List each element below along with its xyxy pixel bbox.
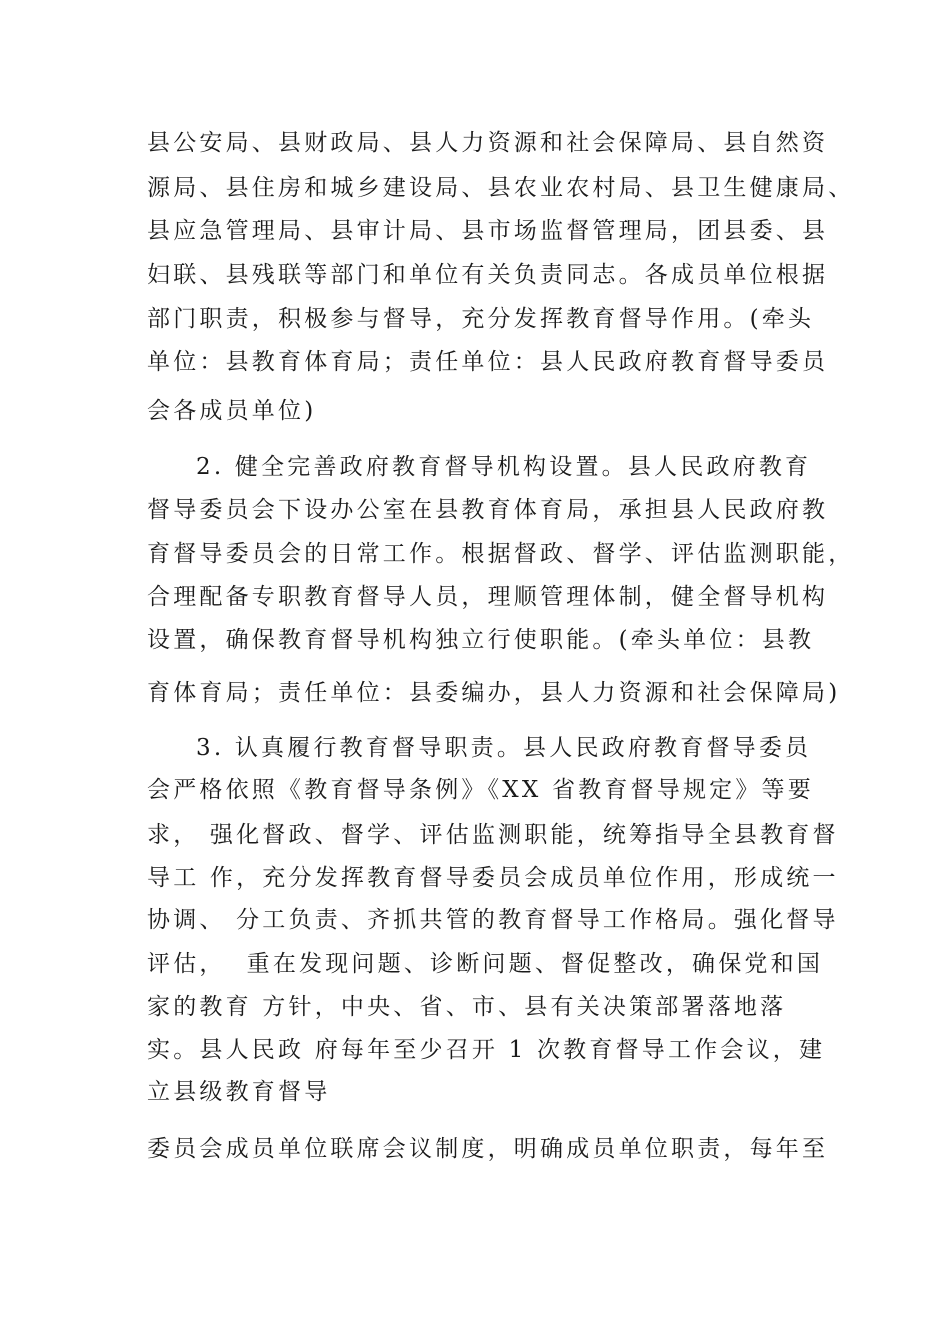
- text-line: 评估， 重在发现问题、诊断问题、督促整改，确保党和国: [147, 951, 824, 977]
- text-line: 部门职责，积极参与督导，充分发挥教育督导作用。(牵头: [147, 306, 815, 332]
- text-line: 育体育局；责任单位：县委编办，县人力资源和社会保障局): [147, 680, 841, 706]
- text-line: 求， 强化督政、督学、评估监测职能，统筹指导全县教育督: [147, 822, 839, 848]
- text-line: 实。县人民政 府每年至少召开 1 次教育督导工作会议，建: [147, 1037, 826, 1063]
- text-line: 合理配备专职教育督导人员，理顺管理体制，健全督导机构: [147, 584, 829, 610]
- text-line: 源局、县住房和城乡建设局、县农业农村局、县卫生健康局、: [147, 175, 855, 201]
- text-line: 县应急管理局、县审计局、县市场监督管理局，团县委、县: [147, 218, 829, 244]
- text-line: 立县级教育督导: [147, 1079, 331, 1105]
- text-line: 协调、 分工负责、齐抓共管的教育督导工作格局。强化督导: [147, 907, 839, 933]
- text-line: 妇联、县残联等部门和单位有关负责同志。各成员单位根据: [147, 262, 829, 288]
- text-line: 单位：县教育体育局；责任单位：县人民政府教育督导委员: [147, 349, 829, 375]
- numbered-item-2-heading: 2. 健全完善政府教育督导机构设置。县人民政府教育: [196, 454, 812, 480]
- text-line: 家的教育 方针，中央、省、市、县有关决策部署落地落: [147, 994, 787, 1020]
- text-line: 会严格依照《教育督导条例》《XX 省教育督导规定》等要: [147, 777, 814, 803]
- text-line: 设置，确保教育督导机构独立行使职能。(牵头单位：县教: [147, 627, 815, 653]
- numbered-item-3-heading: 3. 认真履行教育督导职责。县人民政府教育督导委员: [196, 735, 812, 761]
- text-line: 会各成员单位): [147, 398, 317, 424]
- text-line: 委员会成员单位联席会议制度，明确成员单位职责，每年至: [147, 1136, 829, 1162]
- text-line: 督导委员会下设办公室在县教育体育局，承担县人民政府教: [147, 497, 829, 523]
- text-line: 导工 作，充分发挥教育督导委员会成员单位作用，形成统一: [147, 865, 839, 891]
- text-line: 县公安局、县财政局、县人力资源和社会保障局、县自然资: [147, 130, 829, 156]
- text-line: 育督导委员会的日常工作。根据督政、督学、评估监测职能，: [147, 541, 855, 567]
